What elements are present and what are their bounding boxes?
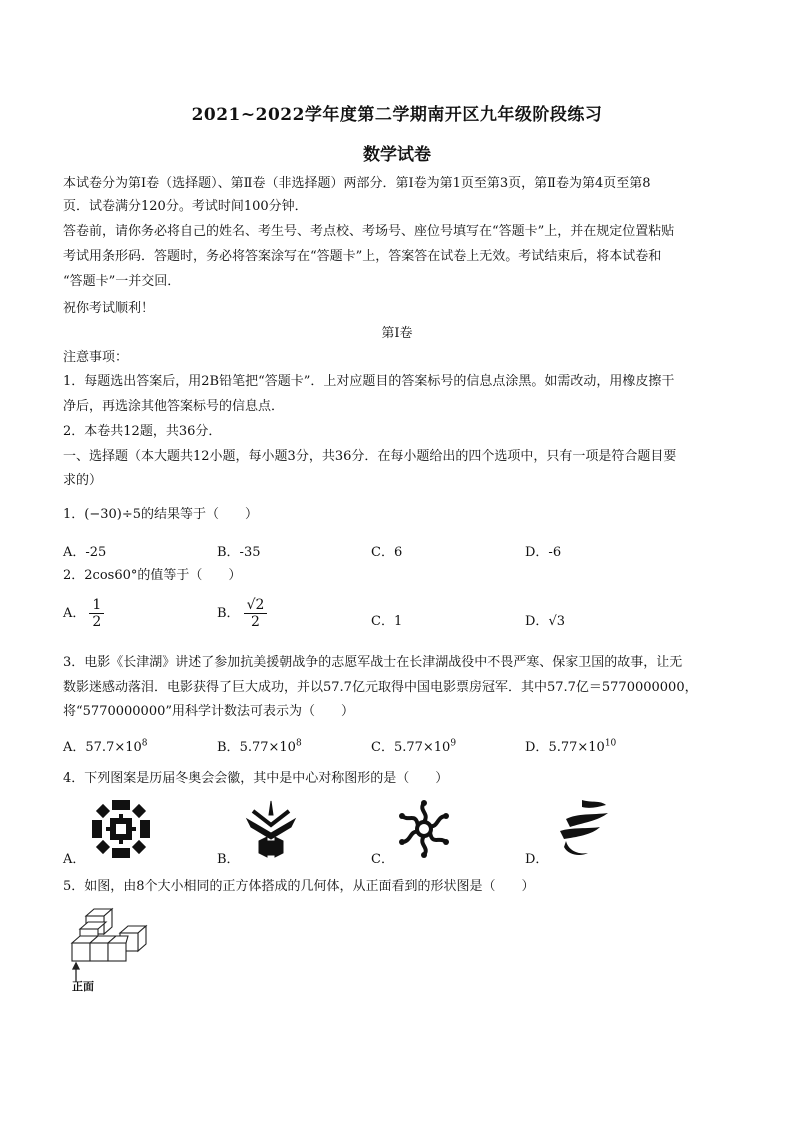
q3-option-d: D．$5.77\times 10^{10}$ — [525, 738, 617, 755]
q3-option-c: C．$5.77\times 10^9$ — [371, 738, 457, 755]
q4-option-a: A． — [63, 852, 86, 867]
exam-subtitle: 数学试卷 — [363, 145, 431, 165]
intro-line: 本试卷分为第Ⅰ卷（选择题）、第Ⅱ卷（非选择题）两部分．第Ⅰ卷为第1页至第3页，第Ⅱ卷为第4页至第8 — [63, 176, 651, 191]
fraction: $\frac{√2}{2}$ — [244, 597, 268, 630]
question-5-stem: 5．如图，由8个大小相同的正方体搭成的几何体，从正面看到的形状图是（ ） — [63, 879, 535, 894]
winter-olympics-emblem-a-icon — [90, 798, 152, 860]
front-view-label: 正面 — [72, 980, 94, 993]
q2-option-d: D．√3 — [525, 614, 565, 629]
part-heading: 第Ⅰ卷 — [381, 326, 413, 341]
question-1-stem: 1．(−30)÷5的结果等于（ ） — [63, 507, 259, 522]
notice-item: 净后，再选涂其他答案标号的信息点． — [63, 399, 285, 414]
question-3-line: 数影迷感动落泪．电影获得了巨大成功，并以57.7亿元取得中国电影票房冠军．其中57.7亿＝5770000000， — [63, 680, 698, 695]
math-expression: 2cos60° — [84, 568, 138, 583]
intro-line: 页．试卷满分120分。考试时间100分钟． — [63, 199, 308, 214]
intro-line: “答题卡”一并交回． — [63, 274, 181, 289]
section-heading: 求的） — [63, 473, 103, 488]
q4-option-d: D． — [525, 852, 549, 867]
q1-option-c: C．6 — [371, 545, 403, 560]
good-luck: 祝你考试顺利！ — [63, 301, 155, 316]
question-2-stem: 2．2cos60°的值等于（ ） — [63, 568, 242, 583]
q1-option-b: B．-35 — [217, 545, 261, 560]
winter-olympics-emblem-d-icon — [552, 797, 614, 859]
exam-title: 2021~2022学年度第二学期南开区九年级阶段练习 — [191, 105, 603, 125]
q3-option-b: B．$5.77\times 10^8$ — [217, 738, 302, 755]
question-3-line: 3．电影《长津湖》讲述了参加抗美援朝战争的志愿军战士在长津湖战役中不畏严寒、保家卫国的故事，让无 — [63, 655, 683, 670]
notice-title: 注意事项： — [63, 350, 129, 365]
notice-item: 2．本卷共12题，共36分． — [63, 424, 222, 439]
question-4-stem: 4．下列图案是历届冬奥会会徽，其中是中心对称图形的是（ ） — [63, 771, 449, 786]
question-3-line: 将“5770000000”用科学计数法可表示为（ ） — [63, 704, 355, 719]
intro-line: 考试用条形码．答题时，务必将答案涂写在“答题卡”上，答案答在试卷上无效。考试结束后，将本试卷和 — [63, 249, 662, 264]
q4-option-c: C． — [371, 852, 394, 867]
q1-option-a: A．-25 — [63, 545, 107, 560]
q1-option-d: D．-6 — [525, 545, 562, 560]
winter-olympics-emblem-c-icon — [394, 799, 454, 859]
fraction: $\frac{1}{2}$ — [89, 597, 104, 630]
winter-olympics-emblem-b-icon — [243, 797, 299, 861]
section-heading: 一、选择题（本大题共12小题，每小题3分，共36分．在每小题给出的四个选项中，只有一项是符合题目要 — [63, 449, 677, 464]
q2-option-c: C．1 — [371, 614, 403, 629]
q2-option-b: B． $\frac{√2}{2}$ — [217, 597, 267, 630]
notice-item: 1．每题选出答案后，用2B铅笔把“答题卡”．上对应题目的答案标号的信息点涂黑。如需改动，用橡皮擦干 — [63, 374, 675, 389]
q2-option-a: A． $\frac{1}{2}$ — [63, 597, 104, 630]
q3-option-a: A．$57.7\times 10^8$ — [63, 738, 148, 755]
intro-line: 答卷前，请你务必将自己的姓名、考生号、考点校、考场号、座位号填写在“答题卡”上，并在规定位置粘贴 — [63, 224, 675, 239]
math-expression: (−30)÷5 — [84, 507, 142, 522]
q4-option-b: B． — [217, 852, 240, 867]
